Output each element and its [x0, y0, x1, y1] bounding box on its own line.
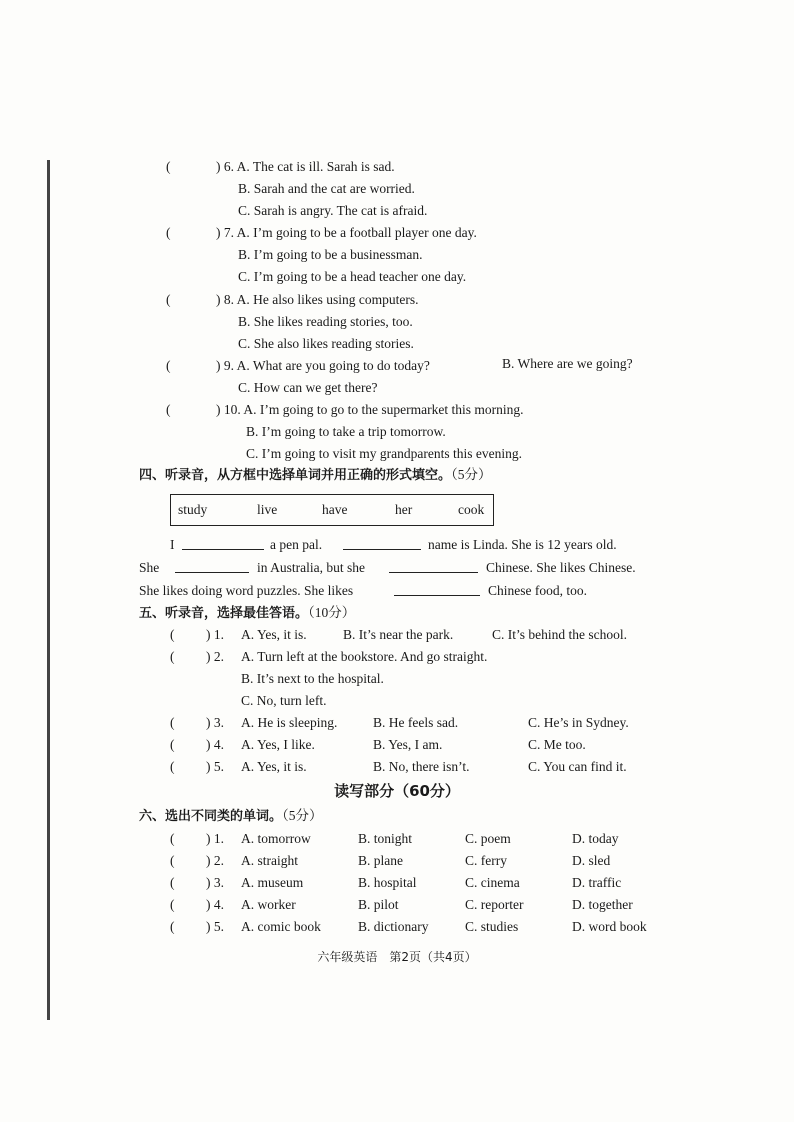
question-6: ( ) 6. A. The cat is ill. Sarah is sad. — [166, 159, 395, 174]
question-6-option-b: B. Sarah and the cat are worried. — [238, 181, 415, 196]
question-9-option-c: C. How can we get there? — [238, 380, 378, 395]
answer-blank[interactable] — [175, 560, 249, 573]
question-10-option-c: C. I’m going to visit my grandparents this evening. — [246, 446, 522, 461]
question-10: ( ) 10. A. I’m going to go to the supermarket this morning. — [166, 402, 524, 417]
page-footer: 六年级英语 第2页（共4页） — [317, 950, 477, 964]
answer-blank[interactable] — [389, 560, 478, 573]
answer-blank[interactable] — [182, 537, 264, 550]
question-7-option-b: B. I’m going to be a businessman. — [238, 247, 423, 262]
question-8: ( ) 8. A. He also likes using computers. — [166, 292, 419, 307]
binding-line — [47, 160, 50, 1020]
word-box-item: have — [322, 502, 348, 517]
question-6-option-c: C. Sarah is angry. The cat is afraid. — [238, 203, 428, 218]
answer-blank[interactable] — [343, 537, 421, 550]
answer-blank[interactable] — [394, 583, 480, 596]
s5-question-2-option-b: B. It’s next to the hospital. — [241, 671, 384, 686]
question-7-option-c: C. I’m going to be a head teacher one day. — [238, 269, 467, 284]
word-box-item: live — [257, 502, 278, 517]
section-6-heading: 六、选出不同类的单词。（5分） — [139, 808, 323, 824]
s5-question-2-option-c: C. No, turn left. — [241, 693, 327, 708]
word-box-item: her — [395, 502, 413, 517]
word-box-item: cook — [458, 502, 485, 517]
word-box — [170, 494, 494, 526]
section-5-heading: 五、听录音，选择最佳答语。（10分） — [139, 605, 356, 621]
part-title: 读写部分（60分） — [334, 782, 460, 800]
question-9: ( ) 9. A. What are you going to do today? — [166, 358, 430, 373]
section-4-heading: 四、听录音，从方框中选择单词并用正确的形式填空。（5分） — [139, 467, 492, 483]
word-box-item: study — [178, 502, 208, 517]
question-10-option-b: B. I’m going to take a trip tomorrow. — [246, 424, 446, 439]
exam-page: ( ) 6. A. The cat is ill. Sarah is sad. B. Sarah and the cat are worried. C. Sarah is angry. The cat is afraid. ( ) 7. A. I’m going to be a football player one day. B. I’m going to be a businessman. C. I’m going to be a head teacher one day. ( ) 8. A. He also likes using computers. B. She likes reading stories, too. C. She also likes reading stories. ( ) 9. A. What are you going to do today? B. Where are we going? C. How can we get there? ( ) 10. A. I’m going to go to the supermarket this morning. B. I’m going to take a trip tomorrow. C. I’m going to visit my grandparents this evening. 四、听录音，从方框中选择单词并用正确的形式填空。（5分） study live have her cook I a pen pal. name is Linda. She is 12 years old. She in Australia, but she Chinese. She likes Chinese. She likes doing word puzzles. She likes Chinese food, too. 五、听录音，选择最佳答语。（10分） ( ) 1. A. Yes, it is. B. It’s near the park. C. It’s behind the school. ( ) 2. A. Turn left at the bookstore. And go straight. B. It’s next to the hospital. C. No, turn left. ( ) 3. A. He is sleeping. B. He feels sad. C. He’s in Sydney. ( ) 4. A. Yes, I like. B. Yes, I am. C. Me too. ( ) 5. A. Yes, it is. B. No, there isn’t. C. You can find it. 读写部分（60分） 六、选出不同类的单词。（5分） ( ) 1. A. tomorrow B. tonight C. poem D. today ( ) 2. A. straight B. plane C. ferry D. sled ( ) 3. A. museum B. hospital C. cinema D. traffic ( ) 4. A. worker B. pilot C. reporter D. together ( ) 5. A. comic book B. dictionary C. studies D. word book 六年级英语 第2页（共4页） — [0, 0, 794, 1122]
question-9-option-b: B. Where are we going? — [502, 356, 633, 371]
question-8-option-b: B. She likes reading stories, too. — [238, 314, 413, 329]
question-7: ( ) 7. A. I’m going to be a football player one day. — [166, 225, 477, 240]
question-8-option-c: C. She also likes reading stories. — [238, 336, 414, 351]
